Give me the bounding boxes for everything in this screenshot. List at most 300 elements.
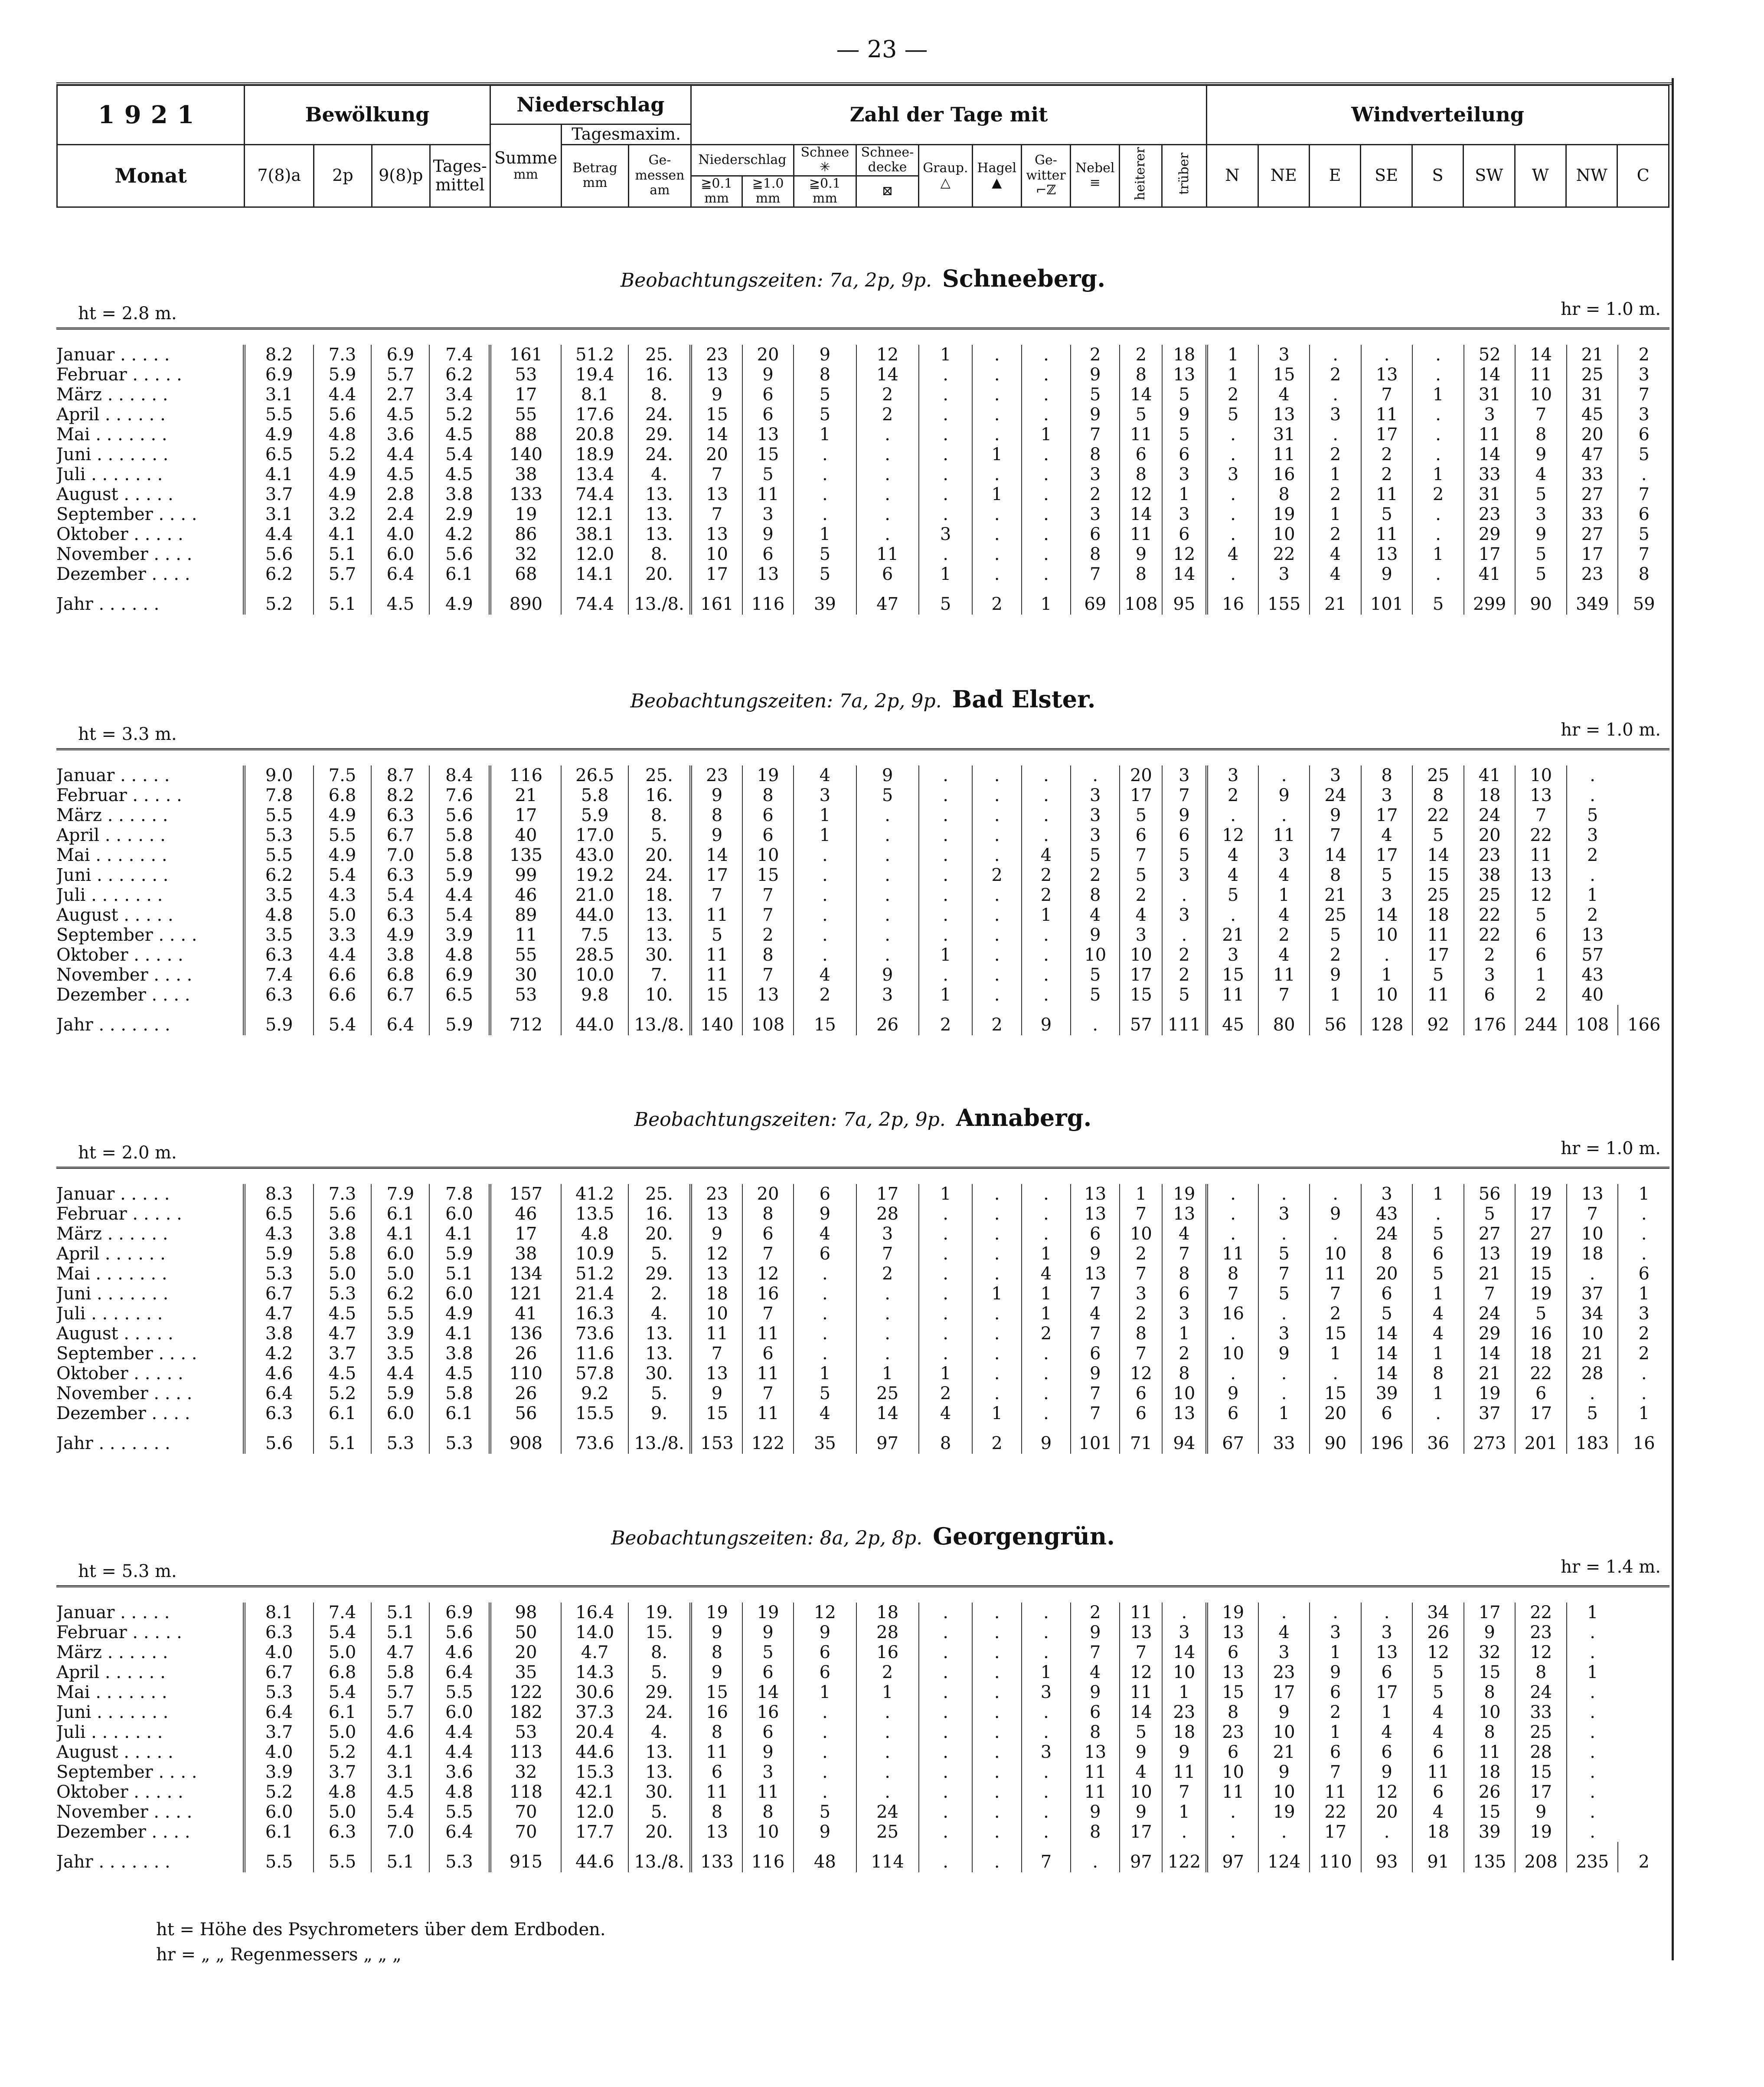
table-cell: 5.3: [244, 1264, 314, 1284]
table-cell: 6: [1120, 1403, 1162, 1423]
table-cell: 33: [1464, 465, 1516, 484]
table-cell: 122: [490, 1682, 562, 1702]
table-cell: 5.8: [371, 1662, 429, 1682]
page-number: — 23 —: [836, 36, 928, 63]
table-cell: 23: [1515, 1622, 1567, 1642]
table-cell: 8.2: [371, 785, 429, 805]
table-cell: 17: [1120, 965, 1162, 985]
table-cell: 5.1: [429, 1264, 490, 1284]
table-cell: 9: [1162, 405, 1207, 425]
table-cell: 9: [1162, 805, 1207, 825]
table-cell: 12.0: [561, 544, 628, 564]
table-cell: 31: [1464, 385, 1516, 405]
table-cell: 7: [691, 504, 742, 524]
table-cell: .: [919, 1702, 973, 1722]
table-cell: 13: [691, 1204, 742, 1224]
nied-b-header: ≧1.0 mm: [742, 176, 794, 207]
table-cell: 3: [1258, 564, 1310, 584]
table-cell: 3: [1464, 965, 1516, 985]
table-cell: 3: [1162, 765, 1207, 785]
month-label: November . . . .: [56, 1802, 193, 1822]
month-label: Oktober . . . . .: [56, 524, 183, 544]
table-cell: 22: [1464, 905, 1516, 925]
table-cell: .: [972, 1364, 1021, 1384]
table-cell: 7: [742, 1304, 794, 1324]
observation-times: Beobachtungszeiten: 7a, 2p, 9p.: [634, 1109, 946, 1131]
table-cell: 88: [490, 425, 562, 445]
table-cell: 235: [1567, 1842, 1618, 1872]
table-cell: 1: [1258, 1403, 1310, 1423]
table-cell: .: [1022, 1603, 1071, 1622]
table-cell: 1: [856, 1364, 919, 1384]
table-cell: 4: [794, 1224, 856, 1244]
table-cell: .: [1022, 825, 1071, 845]
table-cell: 2: [856, 385, 919, 405]
table-cell: .: [972, 1224, 1021, 1244]
table-cell: 6: [1361, 1742, 1413, 1762]
month-label: September . . . .: [56, 925, 197, 945]
table-cell: 113: [490, 1742, 562, 1762]
table-cell: 7: [1022, 1842, 1071, 1872]
table-cell: 55: [490, 405, 562, 425]
table-cell: 3.6: [429, 1762, 490, 1782]
table-cell: 98: [490, 1603, 562, 1622]
table-cell: .: [856, 1324, 919, 1344]
table-cell: .: [919, 1762, 973, 1782]
table-cell: 183: [1567, 1423, 1618, 1454]
table-cell: .: [1022, 1802, 1071, 1822]
table-cell: 7: [856, 1244, 919, 1264]
table-cell: 6: [1412, 1742, 1464, 1762]
table-cell: 8.: [628, 385, 691, 405]
table-cell: 1: [1567, 1662, 1618, 1682]
table-cell: .: [919, 1782, 973, 1802]
table-cell: 3.8: [429, 484, 490, 504]
table-cell: .: [1162, 1603, 1207, 1622]
month-label: August . . . . .: [56, 1742, 173, 1762]
table-cell: 7: [1258, 985, 1310, 1005]
table-cell: 9: [1071, 1802, 1120, 1822]
table-cell: 1: [1567, 885, 1618, 905]
table-cell: 6.6: [314, 965, 372, 985]
table-cell: .: [1022, 1622, 1071, 1642]
table-cell: 9: [1120, 1742, 1162, 1762]
table-cell: .: [1207, 1822, 1258, 1842]
table-cell: 17: [1515, 1782, 1567, 1802]
table-cell: .: [1258, 805, 1310, 825]
table-cell: 26: [856, 1005, 919, 1035]
table-cell: 7: [1120, 1642, 1162, 1662]
table-cell: 48: [794, 1842, 856, 1872]
table-cell: 6: [1361, 1662, 1413, 1682]
table-cell: 2: [1071, 1603, 1120, 1622]
table-cell: 9: [742, 1742, 794, 1762]
table-cell: 2: [1310, 1304, 1361, 1324]
table-cell: 5: [1258, 1244, 1310, 1264]
table-cell: 9: [856, 765, 919, 785]
table-cell: 44.6: [561, 1842, 628, 1872]
table-cell: 1: [919, 345, 973, 365]
table-cell: 20.8: [561, 425, 628, 445]
table-cell: 2: [919, 1005, 973, 1035]
table-cell: 8: [919, 1423, 973, 1454]
table-cell: 17: [1515, 1403, 1567, 1423]
footnote-hr: hr = „ „ Regenmessers „ „ „: [156, 1945, 402, 1965]
table-cell: 5: [1567, 805, 1618, 825]
table-cell: 4.1: [429, 1224, 490, 1244]
table-cell: 15: [1515, 1762, 1567, 1782]
table-cell: .: [972, 365, 1021, 385]
table-cell: 5.0: [314, 1264, 372, 1284]
table-cell: 5: [1412, 1224, 1464, 1244]
table-cell: 31: [1258, 425, 1310, 445]
table-cell: 7: [691, 465, 742, 484]
table-cell: 6: [742, 544, 794, 564]
table-cell: 4.8: [244, 905, 314, 925]
table-cell: 196: [1361, 1423, 1413, 1454]
station-table: [56, 1603, 1669, 1872]
table-cell: 51.2: [561, 345, 628, 365]
table-cell: 13: [691, 365, 742, 385]
table-cell: 11: [1207, 1244, 1258, 1264]
table-cell: 17.7: [561, 1822, 628, 1842]
table-cell: 9.0: [244, 765, 314, 785]
table-cell: 110: [490, 1364, 562, 1384]
table-cell: 17: [1120, 785, 1162, 805]
table-cell: 68: [490, 564, 562, 584]
table-cell: 4.8: [429, 945, 490, 965]
table-cell: 2: [1071, 865, 1120, 885]
table-cell: 11: [1361, 405, 1413, 425]
table-cell: 11: [742, 1364, 794, 1384]
table-cell: .: [972, 985, 1021, 1005]
table-cell: .: [856, 805, 919, 825]
table-cell: .: [1022, 484, 1071, 504]
table-cell: .: [1618, 1224, 1669, 1244]
nied-a-header: ≧0.1 mm: [691, 176, 742, 207]
table-cell: .: [972, 385, 1021, 405]
table-cell: 4: [1162, 1224, 1207, 1244]
table-cell: 24.: [628, 405, 691, 425]
table-cell: .: [919, 765, 973, 785]
table-cell: 4: [1412, 1304, 1464, 1324]
table-cell: 19: [1515, 1822, 1567, 1842]
table-cell: .: [1162, 1822, 1207, 1842]
table-cell: 4.6: [371, 1722, 429, 1742]
table-cell: 9: [1071, 405, 1120, 425]
table-cell: 1: [919, 564, 973, 584]
table-cell: 46: [490, 1204, 562, 1224]
table-cell: 8: [742, 945, 794, 965]
table-cell: 41: [1464, 765, 1516, 785]
table-cell: 20: [1310, 1403, 1361, 1423]
table-cell: 4: [1022, 1264, 1071, 1284]
table-cell: 5.9: [429, 865, 490, 885]
table-cell: 8.: [628, 544, 691, 564]
table-cell: 6: [1515, 925, 1567, 945]
table-cell: .: [794, 1264, 856, 1284]
table-cell: 15: [691, 1403, 742, 1423]
table-cell: 43: [1361, 1204, 1413, 1224]
table-cell: .: [1207, 445, 1258, 465]
table-row: [56, 1304, 1669, 1324]
table-cell: 90: [1515, 584, 1567, 615]
table-cell: 38: [490, 465, 562, 484]
table-cell: 17: [691, 865, 742, 885]
table-cell: 15: [691, 985, 742, 1005]
table-cell: 14: [691, 845, 742, 865]
table-cell: 9: [1120, 1802, 1162, 1822]
table-cell: 13.: [628, 905, 691, 925]
table-cell: 16: [1258, 465, 1310, 484]
table-cell: 19.4: [561, 365, 628, 385]
table-cell: 30.: [628, 945, 691, 965]
table-cell: 13.: [628, 1344, 691, 1364]
table-cell: 9: [1071, 1364, 1120, 1384]
table-cell: 14: [1412, 845, 1464, 865]
ht-value: ht = 5.3 m.: [78, 1561, 177, 1581]
table-cell: 12: [1120, 484, 1162, 504]
month-label: August . . . . .: [56, 905, 173, 925]
table-cell: 13.: [628, 524, 691, 544]
table-cell: 2: [1464, 945, 1516, 965]
table-cell: 12: [794, 1603, 856, 1622]
table-cell: 24: [1361, 1224, 1413, 1244]
table-cell: 4: [1310, 564, 1361, 584]
table-cell: .: [972, 925, 1021, 945]
table-cell: 4: [1258, 905, 1310, 925]
table-cell: 17: [1361, 845, 1413, 865]
table-cell: 1: [794, 524, 856, 544]
table-cell: .: [1361, 1603, 1413, 1622]
table-cell: 19: [1207, 1603, 1258, 1622]
table-cell: .: [919, 1622, 973, 1642]
table-cell: 10: [1162, 1384, 1207, 1403]
month-label: Jahr . . . . . . .: [56, 1015, 170, 1035]
table-cell: 6.3: [371, 805, 429, 825]
table-row: [56, 1782, 1669, 1802]
table-cell: 7.4: [429, 345, 490, 365]
table-cell: 13.: [628, 1742, 691, 1762]
table-cell: 5: [1258, 1284, 1310, 1304]
month-label: März . . . . . .: [56, 385, 168, 405]
table-cell: 6: [742, 1224, 794, 1244]
table-cell: 7: [1071, 1284, 1120, 1304]
table-cell: 4.4: [371, 1364, 429, 1384]
table-cell: 8: [1071, 1722, 1120, 1742]
table-cell: 6: [1515, 1384, 1567, 1403]
table-cell: 7: [1120, 1264, 1162, 1284]
table-cell: 11: [691, 945, 742, 965]
table-cell: 8: [1207, 1264, 1258, 1284]
month-label: Oktober . . . . .: [56, 945, 183, 965]
table-cell: 122: [742, 1423, 794, 1454]
table-cell: 2: [1618, 1842, 1669, 1872]
table-cell: 21: [1207, 925, 1258, 945]
table-cell: 10: [1515, 765, 1567, 785]
table-row: [56, 1324, 1669, 1344]
table-cell: 41: [1464, 564, 1516, 584]
table-cell: 70: [490, 1802, 562, 1822]
table-cell: 34: [1412, 1603, 1464, 1622]
table-cell: 73.6: [561, 1423, 628, 1454]
table-cell: 5.1: [314, 544, 372, 564]
table-cell: 1: [1022, 425, 1071, 445]
table-cell: 4.8: [429, 1782, 490, 1802]
table-cell: 2: [1618, 1324, 1669, 1344]
table-cell: .: [856, 945, 919, 965]
table-cell: 4.5: [314, 1364, 372, 1384]
table-cell: .: [919, 1204, 973, 1224]
table-cell: 1: [794, 1682, 856, 1702]
table-cell: 3.1: [244, 504, 314, 524]
table-cell: 11: [1515, 365, 1567, 385]
table-cell: .: [972, 965, 1021, 985]
table-cell: 2: [1567, 905, 1618, 925]
table-cell: 7.6: [429, 785, 490, 805]
table-cell: 6.0: [371, 1403, 429, 1423]
table-cell: 9: [1515, 524, 1567, 544]
table-cell: 5: [1162, 985, 1207, 1005]
table-cell: .: [919, 504, 973, 524]
table-cell: 5.8: [561, 785, 628, 805]
table-cell: .: [794, 905, 856, 925]
table-cell: 25.: [628, 345, 691, 365]
table-cell: 11: [691, 965, 742, 985]
table-cell: 5.7: [314, 564, 372, 584]
month-label: Januar . . . . .: [56, 1184, 170, 1204]
table-row: [56, 965, 1669, 985]
table-cell: 57.8: [561, 1364, 628, 1384]
table-cell: 4.1: [371, 1742, 429, 1762]
table-row: [56, 1642, 1669, 1662]
table-cell: 10: [1567, 1224, 1618, 1244]
betrag-header: Betrag mm: [562, 144, 628, 207]
table-cell: 4.9: [314, 465, 372, 484]
table-cell: 4: [1071, 1304, 1120, 1324]
table-cell: .: [1412, 345, 1464, 365]
table-cell: 9.: [628, 1403, 691, 1423]
table-cell: .: [794, 1284, 856, 1304]
table-cell: 12: [1120, 1662, 1162, 1682]
table-cell: 6.9: [429, 1603, 490, 1622]
table-cell: 5.4: [371, 1802, 429, 1822]
table-cell: 6.5: [244, 445, 314, 465]
table-cell: 5: [742, 465, 794, 484]
table-cell: 9: [742, 1622, 794, 1642]
footnote-ht: ht = Höhe des Psychrometers über dem Erdboden.: [156, 1920, 606, 1940]
table-cell: 29: [1464, 524, 1516, 544]
table-cell: 5: [1412, 1264, 1464, 1284]
table-cell: 5: [794, 564, 856, 584]
table-cell: 7.3: [314, 1184, 372, 1204]
schneedecke-icon: ⊠: [856, 176, 918, 207]
table-cell: 24.: [628, 1702, 691, 1722]
table-cell: .: [1567, 1622, 1618, 1642]
table-cell: 7: [742, 1244, 794, 1264]
table-cell: 5.1: [314, 1423, 372, 1454]
table-cell: 19: [490, 504, 562, 524]
table-cell: 3: [1464, 405, 1516, 425]
table-cell: 5.: [628, 1384, 691, 1403]
table-cell: 6.7: [371, 825, 429, 845]
table-cell: 3.6: [371, 425, 429, 445]
table-cell: 17: [1567, 544, 1618, 564]
table-cell: .: [919, 825, 973, 845]
table-cell: 6: [742, 825, 794, 845]
table-cell: 3: [1162, 1622, 1207, 1642]
table-cell: 7: [1071, 1384, 1120, 1403]
table-cell: 4.5: [371, 465, 429, 484]
month-label: August . . . . .: [56, 484, 173, 504]
table-cell: .: [972, 1762, 1021, 1782]
table-cell: .: [919, 544, 973, 564]
table-cell: 6: [742, 385, 794, 405]
table-cell: 6.1: [429, 1403, 490, 1423]
station-section: [56, 1522, 1669, 1904]
table-cell: .: [972, 1184, 1021, 1204]
table-cell: 33: [1567, 504, 1618, 524]
table-cell: 20: [742, 1184, 794, 1204]
table-cell: 32: [1464, 1642, 1516, 1662]
table-cell: 4.8: [314, 1782, 372, 1802]
table-cell: .: [972, 1842, 1021, 1872]
table-cell: 5.7: [371, 1702, 429, 1722]
table-cell: 7: [1162, 1244, 1207, 1264]
table-cell: 4: [1022, 845, 1071, 865]
table-cell: 18: [1412, 905, 1464, 925]
table-cell: 6.1: [244, 1822, 314, 1842]
table-cell: 5: [1120, 405, 1162, 425]
table-cell: 4.7: [244, 1304, 314, 1324]
table-cell: 116: [742, 584, 794, 615]
table-cell: .: [856, 524, 919, 544]
table-cell: 57: [1120, 1005, 1162, 1035]
table-cell: 56: [1464, 1184, 1516, 1204]
table-cell: .: [794, 885, 856, 905]
table-cell: 6: [1310, 1682, 1361, 1702]
table-cell: .: [1022, 1702, 1071, 1722]
table-cell: 3: [1207, 945, 1258, 965]
table-cell: 3: [1162, 905, 1207, 925]
table-cell: 5: [1464, 1204, 1516, 1224]
table-cell: 3: [856, 985, 919, 1005]
table-cell: 9: [794, 345, 856, 365]
table-cell: 22: [1515, 825, 1567, 845]
monat-header: Monat: [57, 144, 245, 207]
table-cell: .: [856, 1762, 919, 1782]
table-cell: 9: [691, 825, 742, 845]
table-cell: .: [1361, 1822, 1413, 1842]
table-cell: .: [972, 1264, 1021, 1284]
table-cell: .: [794, 1702, 856, 1722]
table-cell: 43.0: [561, 845, 628, 865]
table-cell: .: [972, 1662, 1021, 1682]
table-cell: 1: [1515, 965, 1567, 985]
section-rule: [56, 327, 1669, 330]
table-cell: 135: [490, 845, 562, 865]
table-cell: 2: [1515, 985, 1567, 1005]
table-cell: 86: [490, 524, 562, 544]
table-row: [56, 504, 1669, 524]
table-cell: 23: [1464, 845, 1516, 865]
table-cell: 18: [1515, 1344, 1567, 1364]
year-total-row: [56, 584, 1669, 615]
table-cell: 4: [1120, 1762, 1162, 1782]
table-cell: 6: [1071, 1344, 1120, 1364]
table-cell: 13: [1361, 1642, 1413, 1662]
table-cell: 5.3: [429, 1423, 490, 1454]
